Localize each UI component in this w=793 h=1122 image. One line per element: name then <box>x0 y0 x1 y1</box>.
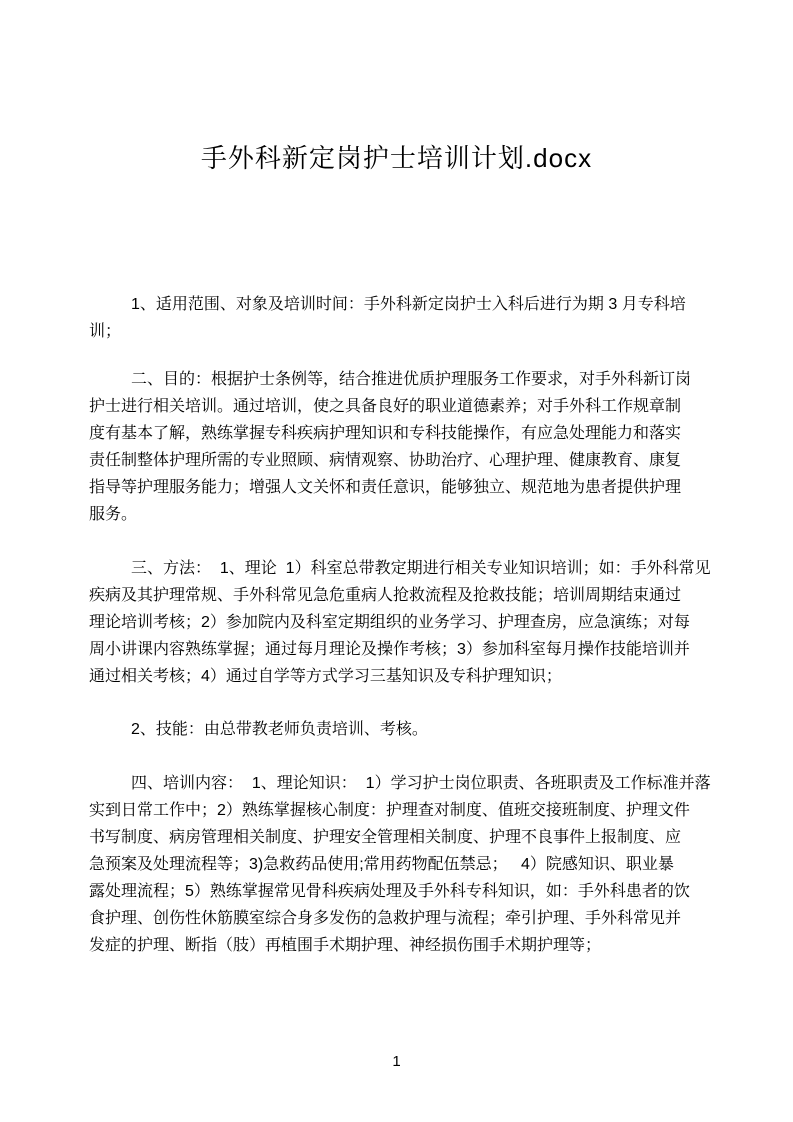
text-line: 度有基本了解，熟练掌握专科疾病护理知识和专科技能操作，有应急处理能力和落实 <box>89 425 682 442</box>
paragraph-purpose <box>89 366 793 528</box>
text-line: 训； <box>89 323 122 340</box>
text-line: 书写制度、病房管理相关制度、护理安全管理相关制度、护理不良事件上报制度、应 <box>89 829 682 846</box>
paragraph-training-content <box>89 770 793 959</box>
text-line: 四、培训内容： 1、理论知识： 1）学习护士岗位职责、各班职责及工作标准并落 <box>131 775 711 792</box>
paragraph-methods-theory <box>89 555 793 690</box>
paragraph-methods-skills <box>89 716 793 743</box>
text-line: 发症的护理、断指（肢）再植围手术期护理、神经损伤围手术期护理等； <box>89 937 602 954</box>
text-line: 1、适用范围、对象及培训时间：手外科新定岗护士入科后进行为期 3 月专科培 <box>131 296 686 313</box>
text-line: 理论培训考核；2）参加院内及科室定期组织的业务学习、护理查房，应急演练；对每 <box>89 614 690 631</box>
text-line: 2、技能：由总带教老师负责培训、考核。 <box>131 721 428 738</box>
text-line: 周小讲课内容熟练掌握；通过每月理论及操作考核；3）参加科室每月操作技能培训并 <box>89 641 690 658</box>
text-line: 护士进行相关培训。通过培训，使之具备良好的职业道德素养；对手外科工作规章制 <box>89 398 682 415</box>
text-line: 露处理流程；5）熟练掌握常见骨科疾病处理及手外科专科知识，如：手外科患者的饮 <box>89 883 690 900</box>
text-line: 通过相关考核；4）通过自学等方式学习三基知识及专科护理知识； <box>89 668 562 685</box>
text-line: 服务。 <box>89 506 138 523</box>
text-line: 责任制整体护理所需的专业照顾、病情观察、协助治疗、心理护理、健康教育、康复 <box>89 452 682 469</box>
text-line: 急预案及处理流程等；3)急救药品使用;常用药物配伍禁忌； 4）院感知识、职业暴 <box>89 856 674 873</box>
document-title: 手外科新定岗护士培训计划.docx <box>200 143 593 173</box>
text-line: 食护理、创伤性休筋膜室综合身多发伤的急救护理与流程；牵引护理、手外科常见并 <box>89 910 682 927</box>
text-line: 疾病及其护理常规、手外科常见急危重病人抢救流程及抢救技能；培训周期结束通过 <box>89 587 682 604</box>
text-line: 实到日常工作中；2）熟练掌握核心制度：护理查对制度、值班交接班制度、护理文件 <box>89 802 690 819</box>
text-line: 指导等护理服务能力；增强人文关怀和责任意识，能够独立、规范地为患者提供护理 <box>89 479 682 496</box>
page-number: 1 <box>392 1053 401 1070</box>
text-line: 二、目的：根据护士条例等，结合推进优质护理服务工作要求，对手外科新订岗 <box>131 371 692 388</box>
text-line: 三、方法： 1、理论 1）科室总带教定期进行相关专业知识培训；如：手外科常见 <box>131 560 711 577</box>
paragraph-scope-and-duration <box>89 291 793 345</box>
